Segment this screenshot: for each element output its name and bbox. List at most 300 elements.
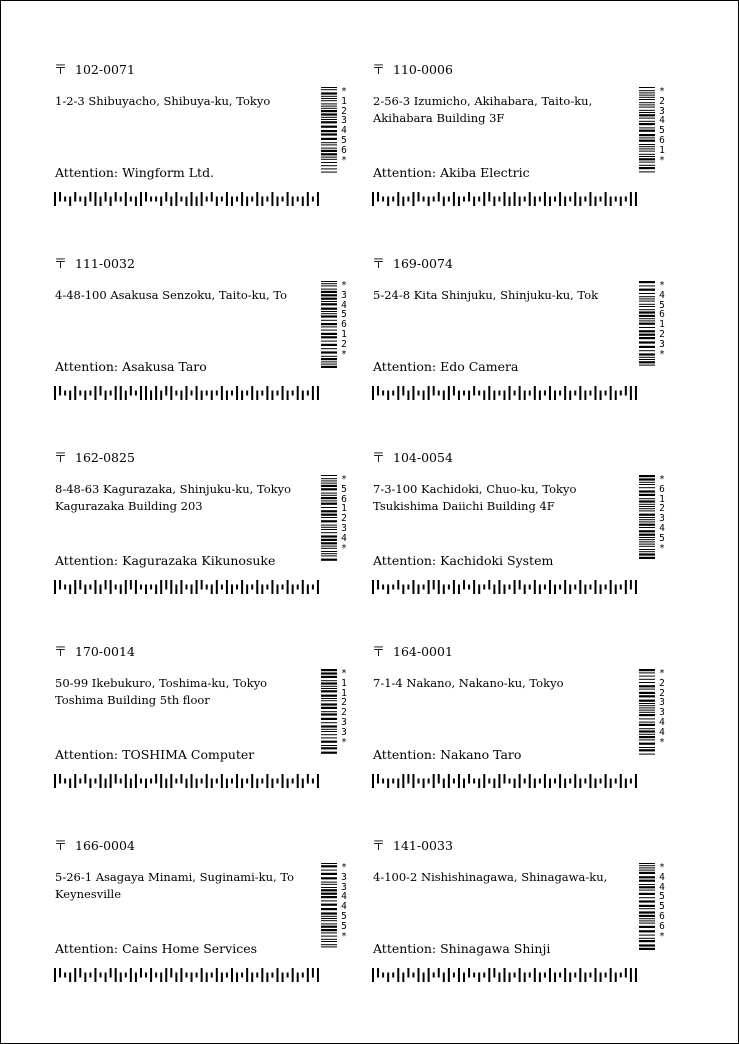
customer-barcode-bar [216, 197, 218, 207]
customer-barcode-bar [600, 391, 602, 401]
customer-barcode-bar [544, 774, 546, 788]
customer-barcode-bar [175, 391, 177, 396]
customer-barcode [54, 774, 322, 788]
customer-barcode-bar [150, 968, 152, 982]
barcode-stripe [321, 688, 337, 689]
barcode-stripe [639, 506, 655, 507]
barcode-stripe [639, 935, 655, 936]
customer-barcode-bar [544, 973, 546, 978]
barcode-stripe [639, 123, 655, 125]
customer-barcode-bar [594, 197, 596, 207]
barcode-stripe [639, 353, 655, 355]
customer-barcode-bar [544, 192, 546, 206]
customer-barcode-bar [402, 585, 404, 595]
customer-barcode-bar [397, 192, 399, 206]
customer-barcode-bar [418, 779, 420, 784]
customer-barcode-bar [120, 973, 122, 983]
address-label-6 [372, 445, 672, 625]
barcode-text: *456123* [659, 280, 665, 360]
customer-barcode-bar [529, 192, 531, 206]
customer-barcode-bar [569, 779, 571, 784]
barcode-stripe [321, 96, 337, 97]
customer-barcode-bar [246, 779, 248, 784]
barcode-stripe [639, 893, 655, 895]
attention-line [55, 941, 257, 956]
customer-barcode-bar [584, 973, 586, 983]
customer-barcode-bar [185, 779, 187, 789]
customer-barcode-bar [130, 779, 132, 789]
customer-barcode-bar [191, 391, 193, 396]
address-line-1: 4-100-2 Nishishinagawa, Shinagawa-ku, [373, 870, 608, 884]
customer-barcode-bar [216, 779, 218, 784]
customer-barcode-bar [266, 386, 268, 400]
customer-barcode-bar [448, 386, 450, 400]
customer-barcode-bar [241, 973, 243, 978]
customer-barcode-bar [443, 973, 445, 983]
barcode-stripe [639, 517, 655, 518]
customer-barcode-bar [503, 968, 505, 982]
customer-barcode-bar [175, 585, 177, 595]
barcode-stripe [639, 541, 655, 542]
customer-barcode-bar [433, 973, 435, 978]
customer-barcode-bar [488, 386, 490, 400]
customer-barcode-bar [312, 968, 314, 978]
customer-barcode-bar [554, 585, 556, 595]
customer-barcode-bar [79, 391, 81, 396]
customer-barcode-bar [554, 391, 556, 401]
customer-barcode-bar [589, 973, 591, 978]
customer-barcode [372, 580, 640, 594]
barcode-stripe [321, 690, 337, 692]
customer-barcode-bar [635, 192, 637, 206]
customer-barcode-bar [271, 192, 273, 206]
barcode-text: *234561* [659, 86, 665, 166]
customer-barcode-bar [185, 386, 187, 400]
address-line-1: 1-2-3 Shibuyacho, Shibuya-ku, Tokyo [55, 94, 271, 108]
customer-barcode-bar [549, 779, 551, 789]
attention-prefix: Attention: [55, 747, 119, 762]
postal-mark-icon: 〒 [54, 451, 68, 466]
customer-barcode-bar [160, 391, 162, 401]
customer-barcode-bar [463, 973, 465, 983]
customer-barcode-bar [412, 386, 414, 400]
barcode-stripe [639, 915, 655, 917]
customer-barcode-bar [150, 779, 152, 784]
customer-barcode-bar [478, 197, 480, 202]
barcode-stripe [321, 283, 337, 284]
barcode-stripe [639, 703, 655, 704]
customer-barcode-bar [372, 386, 374, 400]
attention-prefix: Attention: [373, 941, 437, 956]
customer-barcode-bar [191, 192, 193, 206]
barcode-stripe [639, 130, 655, 132]
barcode-stripe [321, 882, 337, 883]
customer-barcode-bar [630, 386, 632, 400]
customer-barcode-bar [564, 968, 566, 982]
customer-barcode-bar [514, 391, 516, 396]
barcode-stripe [321, 752, 337, 754]
customer-barcode-bar [170, 580, 172, 594]
customer-barcode-bar [180, 197, 182, 202]
barcode-stripe [639, 714, 655, 716]
barcode-stripe [321, 148, 337, 149]
customer-barcode-bar [574, 774, 576, 788]
customer-barcode-bar [256, 973, 258, 978]
barcode-stripe [321, 926, 337, 928]
vertical-barcode [321, 475, 337, 563]
customer-barcode-bar [251, 585, 253, 590]
customer-barcode-bar [615, 779, 617, 784]
barcode-stripe [321, 330, 337, 331]
customer-barcode-bar [140, 968, 142, 978]
barcode-stripe [639, 734, 655, 735]
customer-barcode-bar [69, 197, 71, 207]
customer-barcode-bar [453, 192, 455, 206]
customer-barcode-bar [59, 192, 61, 202]
postal-code: 164-0001 [393, 644, 453, 659]
customer-barcode-bar [529, 973, 531, 978]
customer-barcode-bar [241, 391, 243, 401]
customer-barcode-bar [261, 391, 263, 396]
customer-barcode-bar [483, 192, 485, 206]
postal-line [54, 447, 135, 466]
customer-barcode-bar [438, 774, 440, 784]
customer-barcode-bar [503, 774, 505, 784]
customer-barcode-bar [292, 968, 294, 982]
customer-barcode-bar [579, 968, 581, 982]
customer-barcode-bar [463, 779, 465, 789]
address-line-1: 4-48-100 Asakusa Senzoku, Taito-ku, To [55, 288, 288, 302]
barcode-stripe [639, 521, 655, 522]
barcode-stripe [639, 551, 655, 552]
barcode-stripe [639, 165, 655, 166]
customer-barcode-bar [458, 391, 460, 401]
address-block [373, 869, 628, 903]
customer-barcode [372, 968, 640, 982]
barcode-stripe [639, 140, 655, 142]
barcode-stripe [639, 293, 655, 294]
customer-barcode-bar [135, 774, 137, 788]
customer-barcode-bar [402, 386, 404, 396]
barcode-stripe [639, 127, 655, 128]
customer-barcode [372, 774, 640, 788]
barcode-stripe [639, 544, 655, 545]
customer-barcode-bar [100, 774, 102, 788]
customer-barcode-bar [185, 585, 187, 590]
customer-barcode-bar [534, 779, 536, 789]
customer-barcode-bar [402, 197, 404, 207]
customer-barcode-bar [59, 386, 61, 396]
customer-barcode-bar [175, 192, 177, 206]
customer-barcode-bar [236, 386, 238, 400]
customer-barcode-bar [610, 197, 612, 207]
barcode-stripe [321, 676, 337, 678]
barcode-stripe [321, 553, 337, 554]
customer-barcode-bar [443, 197, 445, 207]
customer-barcode-bar [539, 391, 541, 401]
customer-barcode-bar [201, 968, 203, 982]
customer-barcode-bar [428, 968, 430, 982]
barcode-stripe [639, 865, 655, 866]
customer-barcode-bar [307, 968, 309, 982]
customer-barcode-bar [54, 774, 56, 788]
customer-barcode-bar [140, 386, 142, 400]
customer-barcode-bar [620, 774, 622, 788]
customer-barcode-bar [312, 779, 314, 784]
customer-barcode-bar [407, 391, 409, 401]
customer-barcode-bar [115, 774, 117, 784]
customer-barcode-bar [302, 973, 304, 978]
customer-barcode-bar [438, 968, 440, 978]
barcode-stripe [321, 483, 337, 484]
barcode-stripe [639, 334, 655, 336]
customer-barcode-bar [140, 192, 142, 206]
customer-barcode-bar [564, 386, 566, 400]
customer-barcode-bar [145, 779, 147, 789]
attention-line [373, 359, 518, 374]
customer-barcode-bar [130, 968, 132, 982]
customer-barcode-bar [115, 386, 117, 400]
barcode-stripe [639, 114, 655, 116]
customer-barcode-bar [282, 585, 284, 590]
attention-line [373, 941, 550, 956]
customer-barcode-bar [180, 968, 182, 982]
customer-barcode-bar [256, 580, 258, 594]
customer-barcode-bar [170, 774, 172, 788]
customer-barcode-bar [428, 386, 430, 400]
customer-barcode-bar [402, 774, 404, 788]
customer-barcode-bar [514, 779, 516, 789]
customer-barcode-bar [307, 585, 309, 595]
barcode-stripe [321, 718, 337, 720]
customer-barcode-bar [382, 391, 384, 396]
customer-barcode-bar [372, 192, 374, 206]
barcode-stripe [321, 92, 337, 94]
customer-barcode-bar [387, 585, 389, 595]
customer-barcode-bar [635, 580, 637, 594]
barcode-stripe [321, 929, 337, 931]
customer-barcode-bar [140, 779, 142, 784]
customer-barcode-bar [125, 391, 127, 401]
barcode-stripe [321, 916, 337, 917]
customer-barcode-bar [423, 391, 425, 401]
barcode-stripe [321, 703, 337, 705]
barcode-stripe [321, 366, 337, 368]
barcode-stripe [639, 298, 655, 299]
address-block [373, 481, 628, 515]
customer-barcode-bar [397, 580, 399, 590]
customer-barcode-bar [59, 968, 61, 978]
barcode-stripe [321, 311, 337, 312]
customer-barcode-bar [170, 197, 172, 207]
barcode-stripe [321, 326, 337, 327]
customer-barcode-bar [433, 386, 435, 396]
barcode-stripe [639, 695, 655, 697]
barcode-stripe [321, 358, 337, 360]
customer-barcode-bar [231, 197, 233, 207]
barcode-stripe [639, 318, 655, 319]
customer-barcode-bar [226, 779, 228, 789]
barcode-stripe [321, 485, 337, 487]
attention-prefix: Attention: [373, 747, 437, 762]
customer-barcode-bar [529, 391, 531, 396]
barcode-stripe [321, 908, 337, 910]
customer-barcode-bar [594, 968, 596, 982]
barcode-stripe [321, 488, 337, 490]
barcode-stripe [321, 559, 337, 561]
barcode-stripe [321, 348, 337, 349]
customer-barcode-bar [483, 973, 485, 978]
customer-barcode-bar [216, 580, 218, 594]
customer-barcode-bar [150, 585, 152, 590]
customer-barcode-bar [412, 973, 414, 978]
customer-barcode-bar [216, 391, 218, 396]
customer-barcode-bar [191, 585, 193, 595]
customer-barcode-bar [94, 968, 96, 982]
barcode-stripe [639, 920, 655, 921]
barcode-stripe [639, 148, 655, 149]
address-block [55, 869, 310, 903]
customer-barcode-bar [125, 774, 127, 788]
customer-barcode-bar [74, 192, 76, 202]
customer-barcode-bar [438, 391, 440, 396]
barcode-stripe [639, 118, 655, 119]
address-line-1: 7-1-4 Nakano, Nakano-ku, Tokyo [373, 676, 564, 690]
customer-barcode-bar [387, 973, 389, 983]
customer-barcode-bar [382, 197, 384, 202]
customer-barcode-bar [625, 197, 627, 202]
barcode-stripe [321, 121, 337, 123]
attention-name: Kachidoki System [440, 553, 554, 568]
customer-barcode-bar [610, 580, 612, 594]
customer-barcode-bar [468, 585, 470, 590]
customer-barcode-bar [559, 192, 561, 206]
barcode-stripe [639, 87, 655, 88]
barcode-stripe [321, 517, 337, 518]
customer-barcode-bar [89, 779, 91, 789]
barcode-stripe [321, 100, 337, 101]
barcode-stripe [321, 672, 337, 674]
postal-mark-icon: 〒 [372, 839, 386, 854]
postal-line [372, 59, 453, 78]
barcode-stripe [321, 870, 337, 871]
barcode-stripe [639, 330, 655, 332]
barcode-stripe [321, 313, 337, 314]
barcode-stripe [321, 877, 337, 879]
barcode-stripe [321, 527, 337, 528]
barcode-stripe [639, 938, 655, 939]
customer-barcode [54, 968, 322, 982]
customer-barcode-bar [630, 779, 632, 784]
customer-barcode-bar [483, 585, 485, 590]
customer-barcode-bar [261, 197, 263, 207]
customer-barcode-bar [120, 779, 122, 784]
barcode-stripe [639, 527, 655, 528]
barcode-stripe [639, 357, 655, 358]
customer-barcode-bar [544, 585, 546, 590]
customer-barcode-bar [271, 973, 273, 978]
customer-barcode-bar [534, 197, 536, 207]
customer-barcode-bar [74, 386, 76, 400]
attention-name: Asakusa Taro [122, 359, 207, 374]
barcode-stripe [321, 126, 337, 128]
customer-barcode-bar [635, 774, 637, 788]
customer-barcode [372, 386, 640, 400]
customer-barcode-bar [493, 391, 495, 401]
barcode-stripe [321, 480, 337, 481]
customer-barcode-bar [170, 968, 172, 978]
barcode-stripe [639, 327, 655, 328]
barcode-stripe [639, 498, 655, 499]
customer-barcode-bar [377, 386, 379, 396]
customer-barcode-bar [539, 779, 541, 784]
barcode-stripe [321, 144, 337, 145]
barcode-stripe [321, 294, 337, 296]
customer-barcode-bar [605, 585, 607, 590]
attention-name: Cains Home Services [122, 941, 258, 956]
postal-mark-icon: 〒 [54, 839, 68, 854]
customer-barcode-bar [246, 968, 248, 982]
customer-barcode-bar [554, 779, 556, 784]
customer-barcode-bar [185, 973, 187, 978]
barcode-stripe [321, 944, 337, 945]
customer-barcode-bar [150, 391, 152, 401]
customer-barcode-bar [529, 774, 531, 788]
customer-barcode-bar [438, 192, 440, 202]
customer-barcode-bar [448, 968, 450, 982]
customer-barcode-bar [256, 192, 258, 206]
customer-barcode-bar [428, 580, 430, 594]
barcode-stripe [321, 119, 337, 120]
barcode-stripe [321, 281, 337, 282]
address-line-1: 5-26-1 Asagaya Minami, Suginami-ku, To [55, 870, 295, 884]
barcode-stripe [639, 724, 655, 726]
customer-barcode-bar [443, 391, 445, 401]
vertical-barcode [321, 669, 337, 757]
customer-barcode [54, 386, 322, 400]
barcode-stripe [639, 112, 655, 113]
customer-barcode-bar [509, 386, 511, 400]
customer-barcode-bar [287, 580, 289, 594]
address-line-1: 2-56-3 Izumicho, Akihabara, Taito-ku, [373, 94, 593, 108]
customer-barcode-bar [534, 580, 536, 594]
barcode-stripe [321, 539, 337, 541]
customer-barcode-bar [589, 585, 591, 590]
customer-barcode-bar [493, 968, 495, 978]
barcode-stripe [321, 117, 337, 118]
barcode-stripe [639, 880, 655, 882]
barcode-stripe [639, 722, 655, 723]
customer-barcode-bar [584, 391, 586, 401]
customer-barcode-bar [54, 968, 56, 982]
customer-barcode-bar [488, 192, 490, 202]
customer-barcode-bar [620, 973, 622, 978]
customer-barcode-bar [615, 973, 617, 983]
customer-barcode-bar [423, 197, 425, 202]
customer-barcode-bar [84, 973, 86, 983]
customer-barcode-bar [211, 779, 213, 789]
customer-barcode-bar [54, 386, 56, 400]
customer-barcode-bar [549, 197, 551, 207]
customer-barcode-bar [559, 585, 561, 590]
customer-barcode-bar [382, 585, 384, 590]
customer-barcode-bar [302, 580, 304, 594]
barcode-stripe [639, 99, 655, 100]
barcode-text: *334455* [341, 862, 347, 942]
vertical-barcode [639, 475, 655, 563]
address-block [55, 481, 310, 515]
barcode-text: *445566* [659, 862, 665, 942]
